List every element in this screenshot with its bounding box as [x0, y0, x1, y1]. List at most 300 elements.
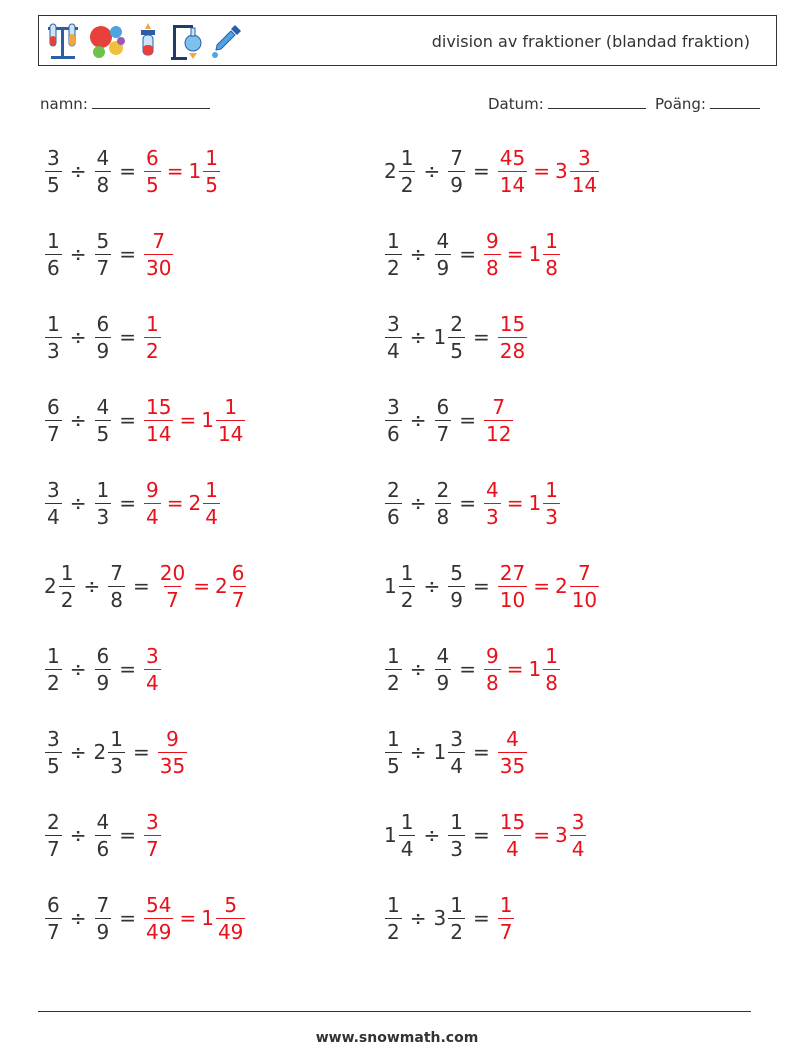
numerator: 9	[146, 477, 159, 502]
denominator: 2	[47, 670, 60, 695]
denominator: 8	[486, 670, 499, 695]
numerator: 1	[224, 394, 238, 419]
equals-sign: =	[506, 657, 524, 681]
equals-sign: =	[119, 491, 136, 515]
dividend	[384, 726, 403, 778]
numerator: 6	[47, 394, 60, 419]
problem-item	[384, 643, 561, 695]
fraction	[498, 726, 527, 778]
answer	[483, 643, 561, 695]
fraction	[399, 145, 416, 197]
numerator: 3	[387, 311, 400, 336]
denominator: 3	[450, 836, 463, 861]
denominator: 7	[47, 421, 60, 446]
denominator: 4	[146, 504, 159, 529]
divide-sign: ÷	[409, 325, 427, 349]
fraction	[385, 477, 402, 529]
fraction	[144, 228, 173, 280]
answer	[497, 145, 600, 197]
equals-sign: =	[533, 823, 550, 847]
divisor	[94, 892, 113, 944]
answer-fraction	[143, 477, 162, 529]
numerator: 15	[146, 394, 172, 419]
numerator: 3	[578, 145, 591, 170]
numerator: 6	[96, 643, 110, 668]
answer-fraction	[143, 145, 162, 197]
divisor	[434, 477, 453, 529]
fraction	[385, 394, 402, 446]
whole-number: 3	[554, 159, 568, 183]
answer	[157, 560, 248, 612]
answer-mixed-number	[528, 228, 561, 280]
problem-item	[44, 892, 246, 944]
denominator: 7	[96, 255, 110, 280]
denominator: 9	[450, 587, 463, 612]
name-field	[40, 94, 210, 113]
numerator: 1	[400, 560, 414, 585]
denominator: 8	[96, 172, 110, 197]
denominator: 8	[110, 587, 123, 612]
numerator: 15	[499, 809, 526, 834]
denominator: 8	[545, 670, 558, 695]
whole-number: 1	[433, 325, 447, 349]
problem-item	[44, 726, 188, 778]
denominator: 4	[387, 338, 400, 363]
dividend	[384, 477, 403, 529]
denominator: 8	[436, 504, 450, 529]
fraction	[435, 228, 452, 280]
answer	[143, 394, 246, 446]
answer-mixed-number	[214, 560, 247, 612]
answer	[497, 560, 600, 612]
fraction	[95, 228, 112, 280]
fraction	[95, 394, 112, 446]
dividend	[44, 809, 63, 861]
equals-sign: =	[459, 242, 476, 266]
fraction	[498, 809, 527, 861]
whole-number: 2	[214, 574, 228, 598]
answer-fraction	[483, 394, 514, 446]
denominator: 4	[450, 753, 463, 778]
fraction	[45, 809, 62, 861]
dividend	[44, 311, 63, 363]
pipette-icon	[209, 21, 245, 61]
numerator: 2	[387, 477, 400, 502]
fraction	[484, 643, 501, 695]
answer	[143, 809, 162, 861]
answer-fraction	[157, 560, 188, 612]
denominator: 7	[231, 587, 245, 612]
denominator: 5	[47, 172, 60, 197]
answer-fraction	[497, 311, 528, 363]
equals-sign: =	[472, 823, 490, 847]
fraction	[385, 311, 402, 363]
answer-fraction	[143, 643, 162, 695]
fraction	[144, 145, 161, 197]
whole-number: 3	[554, 823, 568, 847]
numerator: 4	[96, 394, 110, 419]
date-field	[488, 94, 646, 113]
fraction	[158, 560, 187, 612]
denominator: 4	[571, 836, 585, 861]
denominator: 12	[486, 421, 512, 446]
problem-item	[44, 145, 221, 197]
divisor	[447, 145, 466, 197]
denominator: 7	[146, 836, 159, 861]
answer	[483, 228, 561, 280]
denominator: 7	[499, 919, 513, 944]
divide-sign: ÷	[83, 574, 101, 598]
numerator: 1	[96, 477, 110, 502]
divisor	[94, 394, 113, 446]
fraction	[448, 145, 465, 197]
divide-sign: ÷	[409, 657, 427, 681]
divisor	[94, 311, 113, 363]
equals-sign: =	[179, 408, 197, 432]
denominator: 3	[47, 338, 60, 363]
name-label: namn:	[40, 95, 88, 113]
answer	[143, 311, 162, 363]
fraction	[45, 311, 62, 363]
problem-item	[44, 394, 246, 446]
divide-sign: ÷	[69, 740, 87, 764]
dividend	[384, 394, 403, 446]
footer-url: www.snowmath.com	[315, 1030, 479, 1046]
divide-sign: ÷	[423, 823, 441, 847]
numerator: 9	[486, 228, 499, 253]
answer-mixed-number	[554, 809, 587, 861]
answer	[497, 809, 588, 861]
numerator: 1	[545, 228, 558, 253]
dividend	[44, 394, 63, 446]
answer-mixed-number	[554, 560, 600, 612]
problem-item	[384, 228, 561, 280]
answer	[483, 394, 514, 446]
fraction	[385, 228, 402, 280]
numerator: 1	[47, 643, 60, 668]
fraction	[543, 477, 560, 529]
divide-sign: ÷	[69, 906, 87, 930]
fraction	[448, 726, 465, 778]
fraction	[216, 394, 245, 446]
fraction	[385, 892, 402, 944]
problem-item	[44, 560, 247, 612]
dividend	[384, 311, 403, 363]
denominator: 2	[387, 670, 400, 695]
denominator: 2	[387, 255, 400, 280]
whole-number: 1	[201, 408, 214, 432]
equals-sign: =	[132, 574, 150, 598]
answer-mixed-number	[188, 477, 221, 529]
answer	[143, 892, 246, 944]
equals-sign: =	[472, 574, 490, 598]
fraction	[108, 560, 125, 612]
denominator: 7	[47, 919, 60, 944]
numerator: 1	[146, 311, 159, 336]
whole-number: 2	[93, 740, 107, 764]
denominator: 7	[47, 836, 60, 861]
problem-item	[384, 311, 528, 363]
numerator: 1	[387, 228, 400, 253]
divide-sign: ÷	[409, 906, 427, 930]
fraction	[95, 311, 112, 363]
fraction	[144, 643, 161, 695]
fraction	[95, 643, 112, 695]
answer-fraction	[483, 643, 502, 695]
numerator: 1	[387, 726, 400, 751]
equals-sign: =	[459, 408, 476, 432]
divisor	[447, 809, 466, 861]
numerator: 3	[571, 809, 585, 834]
divisor	[434, 228, 453, 280]
numerator: 4	[436, 228, 450, 253]
equals-sign: =	[459, 491, 476, 515]
denominator: 4	[506, 836, 519, 861]
fraction	[448, 892, 465, 944]
dividend	[44, 145, 63, 197]
fraction	[448, 560, 465, 612]
chemistry-flask-icon	[133, 21, 163, 61]
numerator: 5	[450, 560, 463, 585]
whole-number: 1	[201, 906, 214, 930]
answer	[143, 228, 174, 280]
divisor	[434, 394, 453, 446]
page-title: division av fraktioner (blandad fraktion)	[431, 32, 750, 51]
denominator: 28	[499, 338, 526, 363]
equals-sign: =	[119, 823, 136, 847]
divide-sign: ÷	[69, 242, 87, 266]
problem-item	[384, 394, 514, 446]
denominator: 3	[96, 504, 110, 529]
fraction	[216, 892, 245, 944]
denominator: 10	[571, 587, 598, 612]
denominator: 9	[436, 255, 450, 280]
answer	[143, 145, 221, 197]
fraction	[498, 145, 527, 197]
equals-sign: =	[472, 159, 490, 183]
numerator: 7	[578, 560, 591, 585]
denominator: 3	[545, 504, 558, 529]
whole-number: 2	[188, 491, 202, 515]
denominator: 5	[450, 338, 463, 363]
fraction	[484, 477, 501, 529]
divisor	[433, 892, 466, 944]
problem-item	[384, 809, 587, 861]
answer-fraction	[143, 394, 174, 446]
whole-number: 1	[433, 740, 447, 764]
divide-sign: ÷	[69, 159, 87, 183]
dividend	[384, 228, 403, 280]
numerator: 3	[146, 809, 159, 834]
equals-sign: =	[119, 657, 136, 681]
numerator: 54	[146, 892, 172, 917]
dividend	[384, 643, 403, 695]
divisor	[94, 145, 113, 197]
denominator: 8	[545, 255, 558, 280]
answer	[143, 477, 221, 529]
answer-mixed-number	[201, 892, 246, 944]
divisor	[433, 311, 466, 363]
fraction	[203, 477, 220, 529]
numerator: 5	[224, 892, 238, 917]
answer-fraction	[497, 892, 516, 944]
numerator: 2	[47, 809, 60, 834]
answer	[497, 311, 528, 363]
fraction	[448, 809, 465, 861]
denominator: 4	[205, 504, 218, 529]
problem-item	[44, 809, 162, 861]
answer	[157, 726, 188, 778]
denominator: 9	[450, 172, 463, 197]
fraction	[108, 726, 125, 778]
name-blank[interactable]	[92, 94, 210, 109]
equals-sign: =	[533, 574, 550, 598]
whole-number: 1	[384, 574, 397, 598]
problem-item	[44, 228, 174, 280]
whole-number: 1	[528, 491, 542, 515]
numerator: 1	[545, 643, 558, 668]
numerator: 4	[436, 643, 450, 668]
molecule-icon	[87, 21, 127, 61]
denominator: 2	[146, 338, 159, 363]
numerator: 1	[450, 892, 463, 917]
equals-sign: =	[472, 740, 490, 764]
whole-number: 1	[528, 242, 542, 266]
equals-sign: =	[119, 906, 136, 930]
answer-fraction	[143, 892, 174, 944]
denominator: 30	[146, 255, 172, 280]
answer-fraction	[157, 726, 188, 778]
equals-sign: =	[506, 491, 524, 515]
denominator: 2	[400, 172, 414, 197]
answer-mixed-number	[188, 145, 221, 197]
numerator: 3	[47, 145, 60, 170]
numerator: 4	[506, 726, 519, 751]
fraction	[385, 643, 402, 695]
dividend	[384, 145, 416, 197]
problem-item	[384, 145, 600, 197]
fraction	[399, 809, 416, 861]
denominator: 9	[96, 670, 110, 695]
divide-sign: ÷	[69, 823, 87, 847]
fraction	[158, 726, 187, 778]
divisor	[94, 809, 113, 861]
denominator: 5	[205, 172, 218, 197]
equals-sign: =	[166, 159, 184, 183]
whole-number: 1	[384, 823, 397, 847]
whole-number: 2	[554, 574, 568, 598]
denominator: 14	[146, 421, 172, 446]
numerator: 2	[436, 477, 450, 502]
numerator: 3	[450, 726, 463, 751]
fraction	[435, 643, 452, 695]
equals-sign: =	[119, 159, 136, 183]
equals-sign: =	[472, 906, 490, 930]
date-blank[interactable]	[548, 94, 646, 109]
numerator: 1	[205, 477, 218, 502]
answer-fraction	[497, 560, 528, 612]
divide-sign: ÷	[409, 740, 427, 764]
denominator: 7	[166, 587, 179, 612]
divisor	[447, 560, 466, 612]
equals-sign: =	[119, 242, 136, 266]
numerator: 1	[499, 892, 513, 917]
denominator: 5	[47, 753, 60, 778]
equals-sign: =	[459, 657, 476, 681]
fraction	[144, 892, 173, 944]
denominator: 9	[436, 670, 450, 695]
denominator: 7	[436, 421, 450, 446]
problem-item	[384, 726, 528, 778]
denominator: 5	[387, 753, 400, 778]
fraction	[45, 643, 62, 695]
equals-sign: =	[179, 906, 197, 930]
numerator: 20	[159, 560, 186, 585]
equals-sign: =	[533, 159, 550, 183]
fraction	[484, 228, 501, 280]
fraction	[95, 809, 112, 861]
denominator: 49	[217, 919, 244, 944]
equals-sign: =	[119, 325, 136, 349]
numerator: 6	[146, 145, 159, 170]
numerator: 1	[60, 560, 74, 585]
score-blank[interactable]	[710, 94, 760, 109]
fraction	[95, 892, 112, 944]
fraction	[498, 311, 527, 363]
numerator: 45	[499, 145, 526, 170]
numerator: 6	[436, 394, 450, 419]
divide-sign: ÷	[423, 159, 441, 183]
fraction	[45, 394, 62, 446]
numerator: 7	[450, 145, 463, 170]
problem-item	[384, 477, 561, 529]
denominator: 6	[387, 421, 400, 446]
fraction	[144, 311, 161, 363]
whole-number: 1	[528, 657, 542, 681]
denominator: 6	[387, 504, 400, 529]
fraction	[435, 394, 452, 446]
equals-sign: =	[472, 325, 490, 349]
divide-sign: ÷	[69, 408, 87, 432]
problem-item	[44, 643, 162, 695]
equals-sign: =	[166, 491, 184, 515]
numerator: 1	[400, 809, 414, 834]
fraction	[543, 643, 560, 695]
denominator: 4	[400, 836, 414, 861]
numerator: 6	[47, 892, 60, 917]
numerator: 9	[166, 726, 179, 751]
equals-sign: =	[132, 740, 150, 764]
answer	[483, 477, 561, 529]
footer-divider	[38, 1011, 751, 1012]
denominator: 4	[146, 670, 159, 695]
dividend	[44, 892, 63, 944]
fraction	[448, 311, 465, 363]
numerator: 7	[96, 892, 110, 917]
divisor	[94, 228, 113, 280]
divide-sign: ÷	[409, 491, 427, 515]
numerator: 4	[96, 809, 110, 834]
fraction	[45, 477, 62, 529]
divisor	[107, 560, 126, 612]
problem-item	[44, 477, 221, 529]
denominator: 4	[47, 504, 60, 529]
numerator: 9	[486, 643, 499, 668]
fraction	[144, 477, 161, 529]
dividend	[44, 560, 76, 612]
answer-fraction	[143, 228, 174, 280]
numerator: 5	[96, 228, 110, 253]
